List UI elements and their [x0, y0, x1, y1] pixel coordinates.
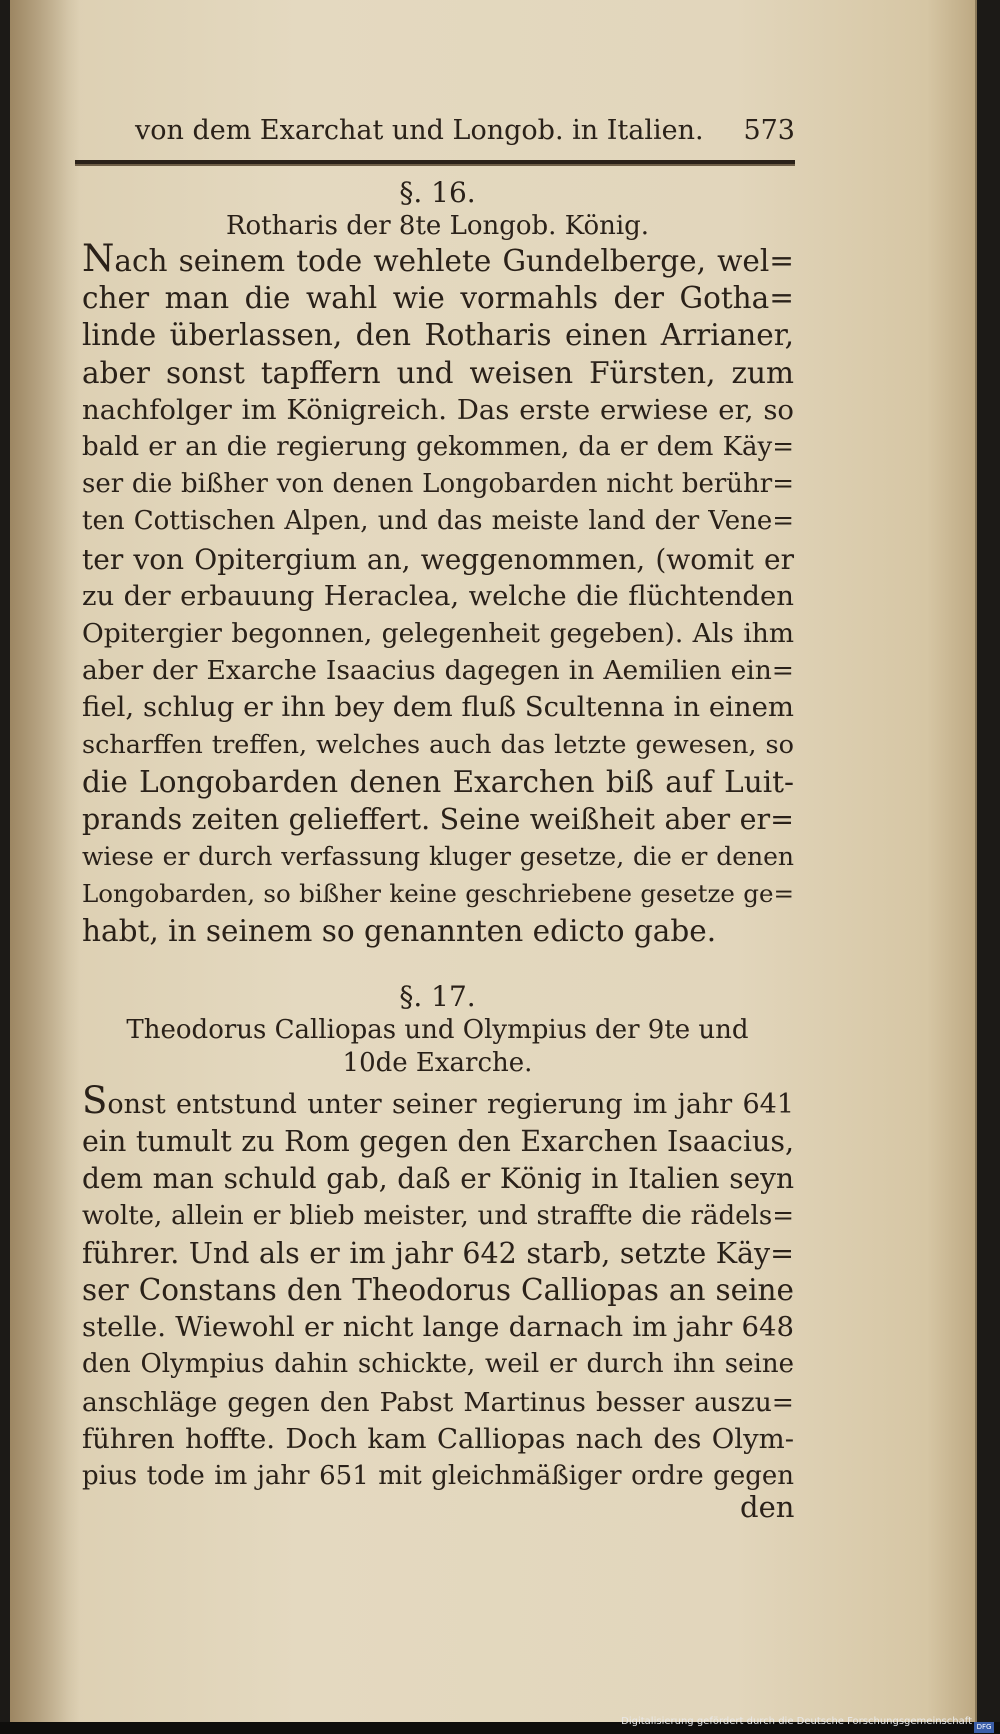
running-title: von dem Exarchat und Longob. in Italien.	[135, 115, 704, 146]
digitization-credit: Digitalisierung gefördert durch die Deutsche Forschungsgemeinschaft	[621, 1716, 972, 1727]
text-line: führen hoffte. Doch kam Calliopas nach des Olym-	[82, 1422, 794, 1455]
text-line: Opitergier begonnen, gelegenheit gegeben). Als ihm	[82, 618, 794, 650]
text-line: stelle. Wiewohl er nicht lange darnach im jahr 648	[82, 1311, 794, 1344]
section-number: §. 17.	[399, 980, 476, 1013]
text-line: prands zeiten gelieffert. Seine weißheit aber er=	[82, 803, 794, 837]
text-line: nachfolger im Königreich. Das erste erwiese er, so	[82, 393, 794, 426]
section-title: Theodorus Calliopas und Olympius der 9te und	[126, 1015, 749, 1045]
text-line: fiel, schlug er ihn bey dem fluß Scultenna in einem	[82, 691, 794, 724]
page-number: 573	[743, 115, 795, 146]
text-line: den Olympius dahin schickte, weil er durch ihn seine	[82, 1349, 794, 1380]
catchword: den	[740, 1490, 795, 1524]
text-line: Nach seinem tode wehlete Gundelberge, wel=	[82, 237, 794, 280]
text-line: wiese er durch verfassung kluger gesetze, die er denen	[82, 842, 794, 872]
text-line: bald er an die regierung gekommen, da er dem Käy=	[82, 432, 794, 463]
header-rule	[75, 160, 795, 164]
text-line: scharffen treffen, welches auch das letzte gewesen, so	[82, 729, 794, 760]
dfg-logo: DFG	[974, 1722, 994, 1733]
text-line: ser Constans den Theodorus Calliopas an seine	[82, 1273, 794, 1308]
text-line: ter von Opitergium an, weggenommen, (womit er	[82, 542, 794, 576]
text-line: anschläge gegen den Pabst Martinus besser auszu=	[82, 1386, 794, 1418]
text-line: dem man schuld gab, daß er König in Italien seyn	[82, 1162, 794, 1196]
text-line: ser die bißher von denen Longobarden nicht berühr=	[82, 469, 794, 500]
section-title: Rotharis der 8te Longob. König.	[225, 211, 650, 241]
section-16-paragraph	[82, 237, 794, 950]
text-line: ein tumult zu Rom gegen den Exarchen Isaacius,	[82, 1125, 794, 1159]
text-line: Sonst entstund unter seiner regierung im jahr 641	[82, 1079, 794, 1122]
text-line: die Longobarden denen Exarchen biß auf Luit-	[82, 764, 794, 799]
text-line: Longobarden, so bißher keine geschriebene gesetze ge=	[82, 879, 794, 909]
text-line: aber der Exarche Isaacius dagegen in Aemilien ein=	[82, 655, 794, 687]
section-17-heading	[80, 980, 795, 1080]
text-line: ten Cottischen Alpen, und das meiste land der Vene=	[82, 506, 794, 537]
section-16-heading	[80, 176, 795, 243]
section-number: §. 16.	[399, 176, 476, 209]
section-17-paragraph	[82, 1079, 794, 1495]
running-head	[135, 115, 795, 146]
page-gutter-shadow	[10, 0, 80, 1722]
text-line: linde überlassen, den Rotharis einen Arrianer,	[82, 318, 794, 353]
text-line: pius tode im jahr 651 mit gleichmäßiger ordre gegen	[82, 1461, 794, 1492]
text-line: wolte, allein er blieb meister, und straffte die rädels=	[82, 1200, 794, 1231]
text-line: führer. Und als er im jahr 642 starb, setzte Käy=	[82, 1236, 794, 1270]
text-line: habt, in seinem so genannten edicto gabe.	[82, 913, 717, 948]
section-title-continued: 10de Exarche.	[342, 1048, 533, 1078]
text-line: cher man die wahl wie vormahls der Gotha=	[82, 281, 794, 316]
text-line: aber sonst tapffern und weisen Fürsten, zum	[82, 355, 794, 390]
text-line: zu der erbauung Heraclea, welche die flüchtenden	[82, 579, 794, 612]
